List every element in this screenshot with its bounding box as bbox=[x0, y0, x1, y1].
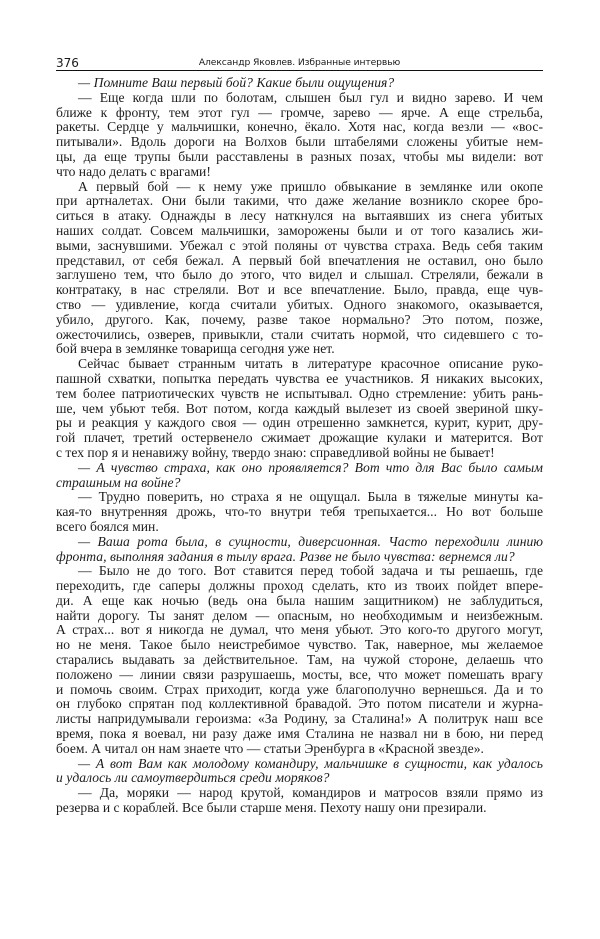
text-line: гой плачет, третий остервенело сжимает дрожащие кулаки и матерится. Вот bbox=[56, 430, 543, 446]
text-line: всего боялся мин. bbox=[56, 518, 159, 534]
paragraph-answer bbox=[56, 786, 543, 816]
text-line: он глубоко спрятан под коллективной бравадой. Это потом писатели и журна- bbox=[56, 696, 543, 712]
text-line: кая-то внутренняя дрожь, что-то внутри тебя трепыхается... Но вот больше bbox=[56, 504, 543, 520]
text-line: ство — удивление, когда считали убитых. Одного знакомого, оказывается, bbox=[56, 296, 543, 312]
text-line: фронта, выполняя задания в тылу врага. Разве не было чувства: вернемся ли? bbox=[56, 548, 515, 564]
text-line: Сейчас бывает странным читать в литературе красочное описание руко- bbox=[78, 356, 543, 372]
text-line: — Помните Ваш первый бой? Какие были ощущения? bbox=[78, 75, 395, 90]
paragraph-answer bbox=[56, 91, 543, 180]
text-line: резерва и с кораблей. Все были старше меня. Пехоту нашу они презирали. bbox=[56, 800, 487, 816]
text-line: старались выдавать за действительное. Там, на чужой стороне, делаешь что bbox=[56, 652, 543, 668]
text-line: переходить, где саперы должны проход сделать, кто из твоих пойдет впере- bbox=[56, 578, 543, 594]
text-line: боем. А читал он нам знаете что — статьи Эренбурга в «Красной звезде». bbox=[56, 740, 484, 756]
text-line: что надо делать с врагами! bbox=[56, 163, 211, 179]
text-line: ближе к фронту, тем этот гул — громче, зарево — ярче. А еще стрельба, bbox=[56, 104, 543, 120]
text-line: наших солдат. Совсем мальчишки, заморожены были и от того казались жи- bbox=[56, 222, 543, 238]
running-head bbox=[56, 54, 543, 70]
text-line: листы напридумывали героизма: «За Родину, за Сталина!» А политрук наш все bbox=[56, 711, 543, 727]
text-line: но не меня. Такое было неистребимое чувство. Так, наверное, мы желаемое bbox=[56, 637, 543, 653]
text-line: с тех пор я и ненавижу войну, твердо знаю: справедливой войны не бывает! bbox=[56, 444, 495, 460]
paragraph-answer bbox=[56, 564, 543, 756]
text-line: ше, чем убьют тебя. Вот потом, когда каждый вылезет из своей звериной шку- bbox=[56, 400, 543, 416]
text-line: выми, заснувшими. Убежал с этой поляны от чувства страха. Ведь себя таким bbox=[56, 237, 543, 253]
text-line: — Да, моряки — народ крутой, командиров и матросов взяли прямо из bbox=[78, 785, 543, 801]
text-line: ожесточились, озверев, привыкли, стали считать нормой, что сидевшего с то- bbox=[56, 326, 543, 342]
text-line: ситься в атаку. Однажды в лесу наткнулся на вытаявших из снега убитых bbox=[56, 208, 543, 224]
text-line: А страх... вот я никогда не думал, что меня убьют. Это кого-то другого могут, bbox=[56, 622, 543, 638]
text-line: тем более патриотических чувств не испытывал. Одно стремление: убить рань- bbox=[56, 385, 543, 401]
book-page bbox=[56, 54, 543, 816]
text-line: представил, от себя бежал. А первый бой впечатления не оставил, оно было bbox=[56, 252, 543, 268]
text-line: цы, да еще трупы были расставлены в разных позах, чтобы мы видели: вот bbox=[56, 148, 543, 164]
text-line: ракеты. Сердце у мальчишки, конечно, ёкало. Хотя нас, когда везли — «вос- bbox=[56, 119, 543, 135]
text-line: пашной схватки, попытка передать чувства ее участников. Я никаких высоких, bbox=[56, 370, 543, 386]
page-number: 376 bbox=[56, 56, 79, 70]
text-line: — Еще когда шли по болотам, слышен был гул и видно зарево. И чем bbox=[78, 89, 543, 105]
text-line: бой вчера в землянке товарища сегодня уже нет. bbox=[56, 341, 335, 357]
paragraph-question bbox=[56, 461, 543, 491]
text-line: контратаку, в нас стреляли. Вот и все впечатление. Было, правда, еще чув- bbox=[56, 282, 543, 298]
paragraph-answer bbox=[56, 180, 543, 358]
text-line: положено — линии связи разрушаешь, мосты, все, что может помешать врагу bbox=[56, 666, 543, 682]
text-line: — Трудно поверить, но страха я не ощущал. Была в тяжелые минуты ка- bbox=[78, 489, 543, 505]
paragraph-question bbox=[56, 535, 543, 565]
header-rule bbox=[56, 70, 543, 71]
text-line: страшным на войне? bbox=[56, 474, 181, 490]
body-text bbox=[56, 76, 543, 816]
text-line: — А вот Вам как молодому командиру, мальчишке в сущности, как удалось bbox=[78, 755, 543, 771]
text-line: ди. А еще как ночью (ведь она была нашим защитником) не заблудиться, bbox=[56, 592, 543, 608]
text-line: А первый бой — к нему уже пришло обвыкание в землянке или окопе bbox=[78, 178, 543, 194]
text-line: — Ваша рота была, в сущности, диверсионная. Часто переходили линию bbox=[78, 533, 543, 549]
text-line: заглушено тем, что было до этого, что видел и слышал. Стреляли, бежали в bbox=[56, 267, 543, 283]
text-line: — Было не до того. Вот ставится перед тобой задача и ты решаешь, где bbox=[78, 563, 543, 579]
text-line: и помочь своим. Страх приходит, когда уже благополучно вернешься. Да и то bbox=[56, 681, 543, 697]
text-line: при артналетах. Они были такими, что даже желание возникло скорее бро- bbox=[56, 193, 543, 209]
running-title: Александр Яковлев. Избранные интервью bbox=[198, 57, 401, 68]
text-line: найти дорогу. Ты занят делом — опасным, но необходимым и неизбежным. bbox=[56, 607, 543, 623]
text-line: — А чувство страха, как оно проявляется? Вот что для Вас было самым bbox=[78, 459, 543, 475]
paragraph-answer bbox=[56, 490, 543, 534]
paragraph-question bbox=[56, 757, 543, 787]
paragraph-question bbox=[56, 76, 543, 91]
text-line: ры и реакция у каждого своя — один отрешенно замкнется, курит, курит, дру- bbox=[56, 415, 543, 431]
paragraph-answer bbox=[56, 357, 543, 461]
text-line: время, пока я воевал, ни разу даже имя Сталина не назвал ни в бою, ни перед bbox=[56, 726, 543, 742]
text-line: убило, другого. Как, почему, разве такое нормально? Это потом, позже, bbox=[56, 311, 543, 327]
text-line: и удалось ли самоутвердиться среди моряков? bbox=[56, 770, 330, 786]
text-line: питывали». Вдоль дороги на Волхов были штабелями сложены убитые нем- bbox=[56, 134, 543, 150]
